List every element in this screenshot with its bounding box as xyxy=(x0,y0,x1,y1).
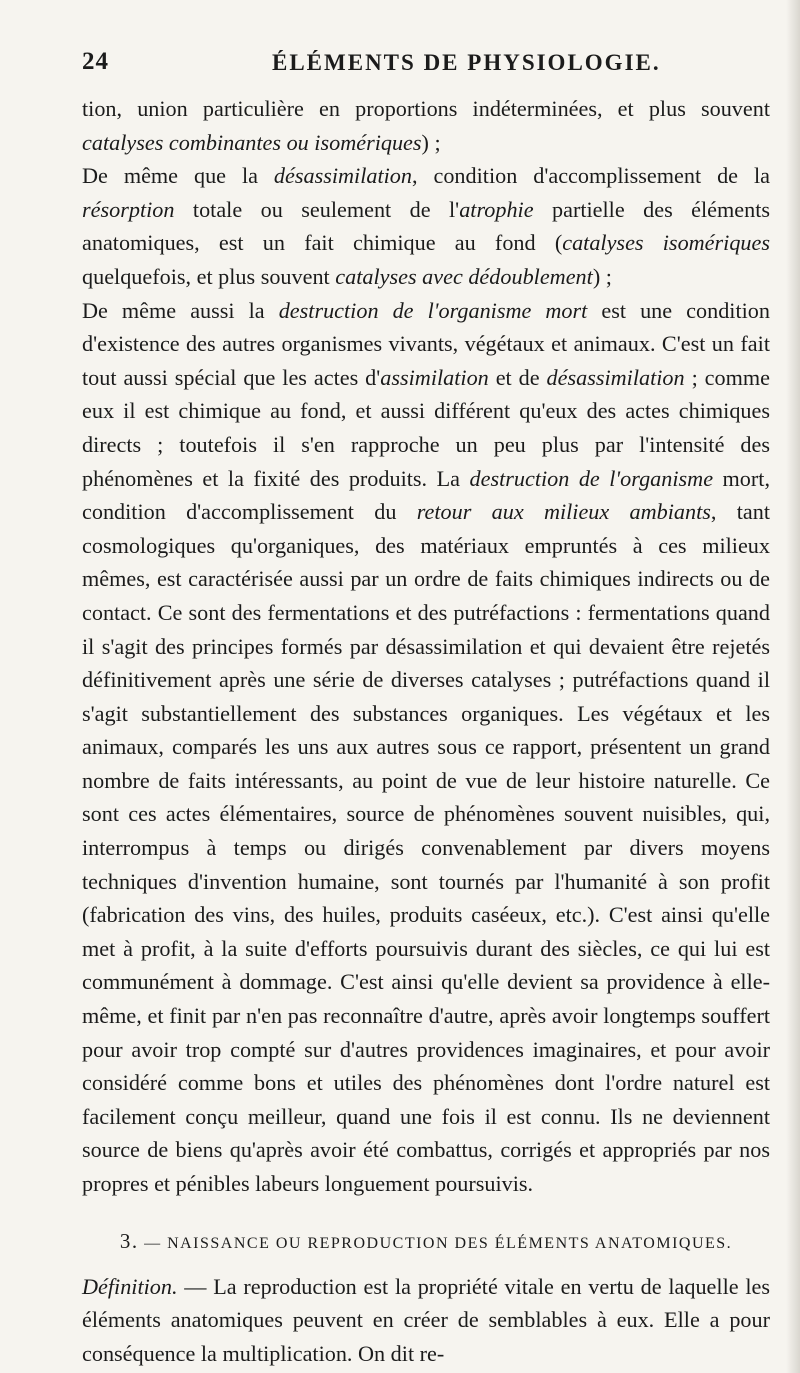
definition-text xyxy=(82,1270,770,1371)
paragraph-3: De même aussi la destruction de l'organisme mort est une condition d'existence des autres organismes vivants, végétaux et animaux. C'est un fait tout aussi spécial que les actes d'assimilation et de désassimilation ; comme eux il est chimique au fond, et aussi différent qu'eux des actes chimiques directs ; toutefois il s'en rapproche un peu plus par l'intensité des phénomènes et la fixité des produits. La destruction de l'organisme mort, condition d'accomplissement du retour aux milieux ambiants, tant cosmologiques qu'organiques, des matériaux empruntés à ces milieux mêmes, est caractérisée aussi par un ordre de faits chimiques indirects ou de contact. Ce sont des fermentations et des putréfactions : fermentations quand il s'agit des principes formés par désassimilation et qui devaient être rejetés définitivement après une série de diverses catalyses ; putréfactions quand il s'agit substantiellement des substances organiques. Les végétaux et les animaux, comparés les uns aux autres sous ce rapport, présentent un grand nombre de faits intéressants, au point de vue de leur histoire naturelle. Ce sont ces actes élémentaires, source de phénomènes souvent nuisibles, qui, interrompus à temps ou dirigés convenablement par divers moyens techniques d'invention humaine, sont tournés par l'humanité à son profit (fabrication des vins, des huiles, produits caséeux, etc.). C'est ainsi qu'elle met à profit, à la suite d'efforts poursuivis durant des siècles, ce qui lui est communément à dommage. C'est ainsi qu'elle devient sa providence à elle-même, et finit par n'en pas reconnaître d'autre, après avoir longtemps souffert pour avoir trop compté sur d'autres providences imaginaires, et pour avoir considéré comme bons et utiles des phénomènes dont l'ordre naturel est facilement conçu meilleur, quand une fois il est connu. Ils ne deviennent source de biens qu'après avoir été combattus, corrigés et appropriés par nos propres et pénibles labeurs longuement poursuivis. xyxy=(82,297,770,1196)
page-number: 24 xyxy=(82,48,109,75)
paragraph-1: tion, union particulière en proportions indéterminées, et plus souvent catalyses combinantes ou isomériques) ; xyxy=(82,96,770,155)
paragraph-2: De même que la désassimilation, condition d'accomplissement de la résorption totale ou seulement de l'atrophie partielle des éléments anatomiques, est un fait chimique au fond (catalyses isomériques quelquefois, et plus souvent catalyses avec dédoublement) ; xyxy=(82,163,771,289)
definition-paragraph xyxy=(82,1270,770,1371)
definition-body: — La reproduction est la propriété vitale en vertu de laquelle les éléments anatomiques peuvent en créer de semblables à eux. Elle a pour conséquence la multiplication. On dit re- xyxy=(82,1273,770,1366)
section-title: NAISSANCE OU REPRODUCTION DES ÉLÉMENTS ANATOMIQUES. xyxy=(167,1234,733,1252)
scan-edge-shadow xyxy=(786,0,800,1373)
body-text xyxy=(82,92,770,1201)
section-heading xyxy=(82,1229,770,1254)
section-dash: — xyxy=(138,1234,168,1252)
definition-label: Définition. xyxy=(82,1273,178,1299)
running-head xyxy=(82,48,770,82)
section-number: 3. xyxy=(119,1228,139,1253)
running-title: ÉLÉMENTS DE PHYSIOLOGIE. xyxy=(272,50,661,75)
